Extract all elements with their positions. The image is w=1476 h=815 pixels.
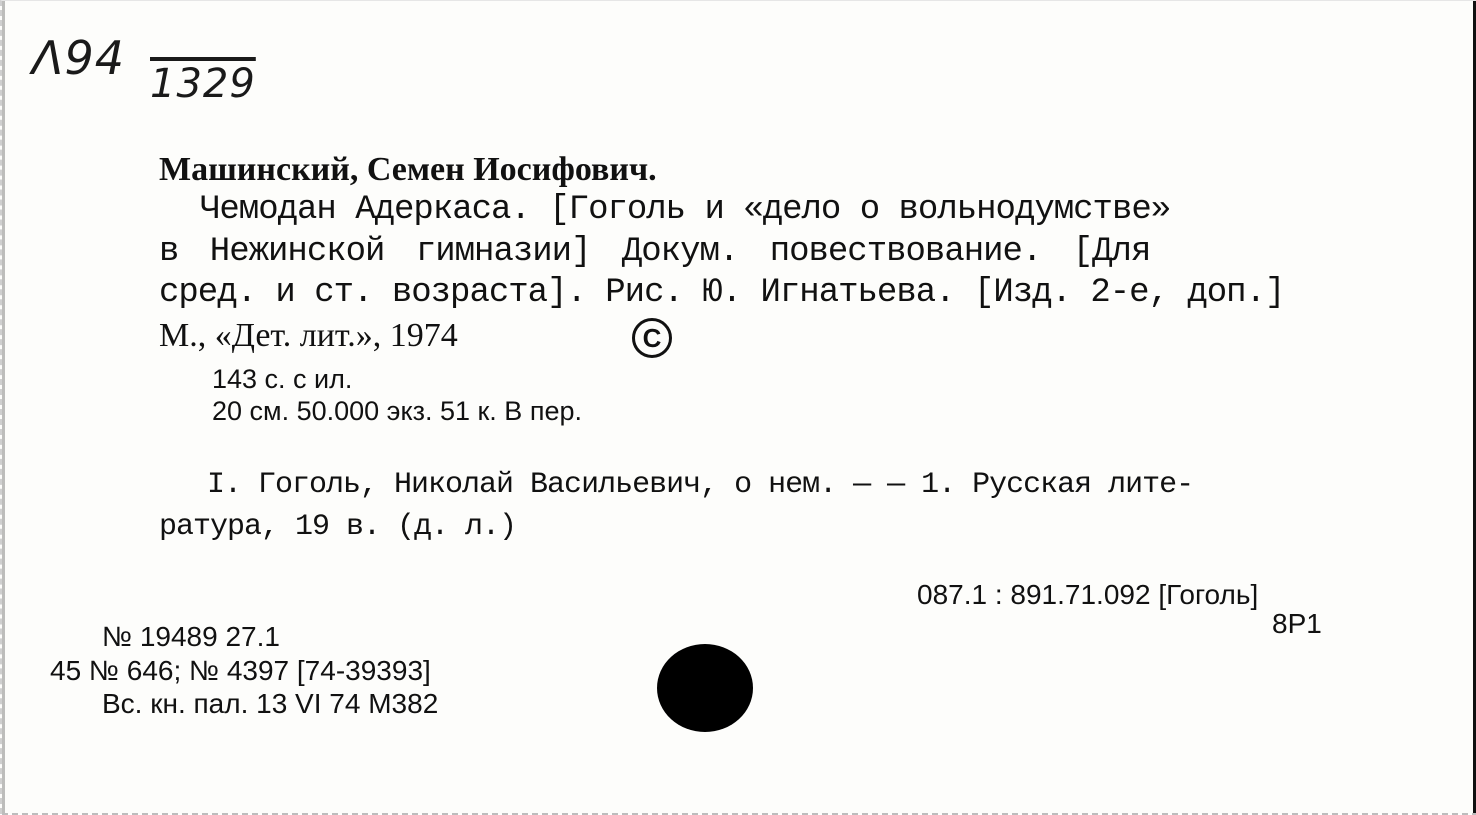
copyright-icon: C [632, 318, 672, 358]
udc-classification: 087.1 : 891.71.092 [Гоголь] [917, 579, 1259, 610]
shelfmark-fraction: 1329 [150, 61, 256, 107]
subject-line-1: I. Гоголь, Николай Васильевич, о нем. — — 1. Русская лите- [207, 468, 1194, 502]
accession-line-1: № 19489 27.1 [102, 621, 280, 652]
subject-line-2: ратура, 19 в. (д. л.) [159, 510, 517, 544]
handwritten-shelfmark [32, 31, 256, 107]
card-left-edge [2, 1, 5, 815]
title-line-2: в Нежинской гимназии] Докум. повествование. [Для [159, 233, 1151, 271]
pagination: 143 с. с ил. [212, 364, 353, 394]
accession-line-2: 45 № 646; № 4397 [74-39393] [50, 655, 431, 686]
shelfmark-text: Λ94 [32, 31, 126, 85]
physical-details: 20 см. 50.000 экз. 51 к. В пер. [212, 396, 582, 426]
author-heading: Машинский, Семен Иосифович. [159, 151, 657, 188]
accession-line-3: Вс. кн. пал. 13 VI 74 М382 [102, 688, 439, 719]
bbk-classification: 8Р1 [1272, 608, 1322, 639]
punch-hole [657, 644, 753, 732]
title-line-3: сред. и ст. возраста]. Рис. Ю. Игнатьева. [Изд. 2-е, доп.] [159, 274, 1285, 312]
title-line-1: Чемодан Адеркаса. [Гоголь и «дело о вольнодумстве» [200, 191, 1171, 229]
imprint: М., «Дет. лит.», 1974 [159, 317, 458, 354]
